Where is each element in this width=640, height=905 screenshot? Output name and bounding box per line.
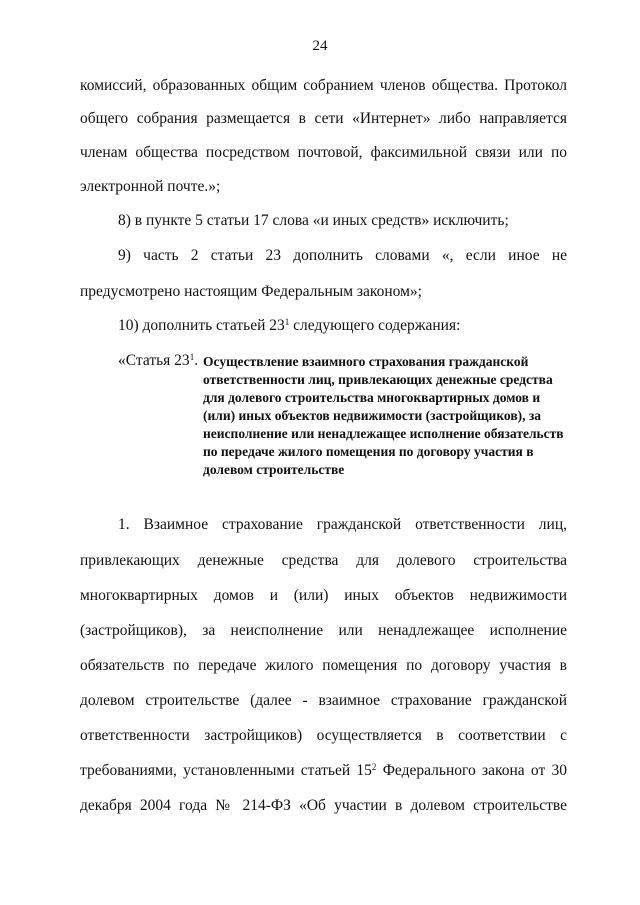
- text-line: общего собрания размещается в сети «Интернет» либо направляется: [80, 110, 567, 127]
- body-line: декабря 2004 года № 214-ФЗ «Об участии в долевом строительстве: [80, 797, 567, 814]
- item-10-tail: следующего содержания:: [289, 317, 461, 334]
- article-label-dot: .: [194, 352, 199, 369]
- requirements-sup: 2: [371, 762, 377, 772]
- item-9-line-1: 9) часть 2 статьи 23 дополнить словами «, если иное не: [118, 247, 567, 264]
- item-9-line-2: предусмотрено настоящим Федеральным законом»;: [80, 283, 422, 300]
- item-10-text: 10) дополнить статьей 23: [118, 317, 285, 334]
- body-line: ответственности застройщиков) осуществляется в соответствии с: [80, 727, 567, 744]
- text-line: членам общества посредством почтовой, факсимильной связи или по: [80, 144, 567, 161]
- body-line: многоквартирных домов и (или) иных объектов недвижимости: [80, 587, 567, 604]
- text-line: электронной почте.»;: [80, 178, 221, 195]
- requirements-tail: Федерального закона от 30: [376, 762, 567, 779]
- item-10-sup: 1: [284, 317, 290, 327]
- article-label-sup: 1: [189, 352, 195, 362]
- item-8: 8) в пункте 5 статьи 17 слова «и иных средств» исключить;: [118, 212, 509, 229]
- article-label-text: «Статья 23: [118, 352, 190, 369]
- body-line: долевом строительстве (далее - взаимное страхование гражданской: [80, 692, 567, 709]
- text-line: комиссий, образованных общим собранием членов общества. Протокол: [80, 77, 567, 94]
- body-line: (застройщиков), за неисполнение или ненадлежащее исполнение: [80, 622, 567, 639]
- body-line: привлекающих денежные средства для долевого строительства: [80, 552, 567, 569]
- body-line: обязательств по передаче жилого помещения по договору участия в: [80, 657, 567, 674]
- requirements-text: требованиями, установленными статьей 15: [80, 762, 372, 779]
- article-title: Осуществление взаимного страхования гражданской ответственности лиц, привлекающих денежные средства для долевого строительства многоквартирных домов и (или) иных объектов недвижимости (застройщиков), за неисполнение или ненадлежащее исполнение обязательств по передаче жилого помещения по договору участия в долевом строительстве: [203, 354, 564, 477]
- page-number: 24: [312, 38, 328, 54]
- article-label: [118, 351, 198, 371]
- body-line-requirements: [80, 761, 567, 781]
- body-line: 1. Взаимное страхование гражданской ответственности лиц,: [118, 516, 567, 533]
- item-10: [118, 316, 567, 336]
